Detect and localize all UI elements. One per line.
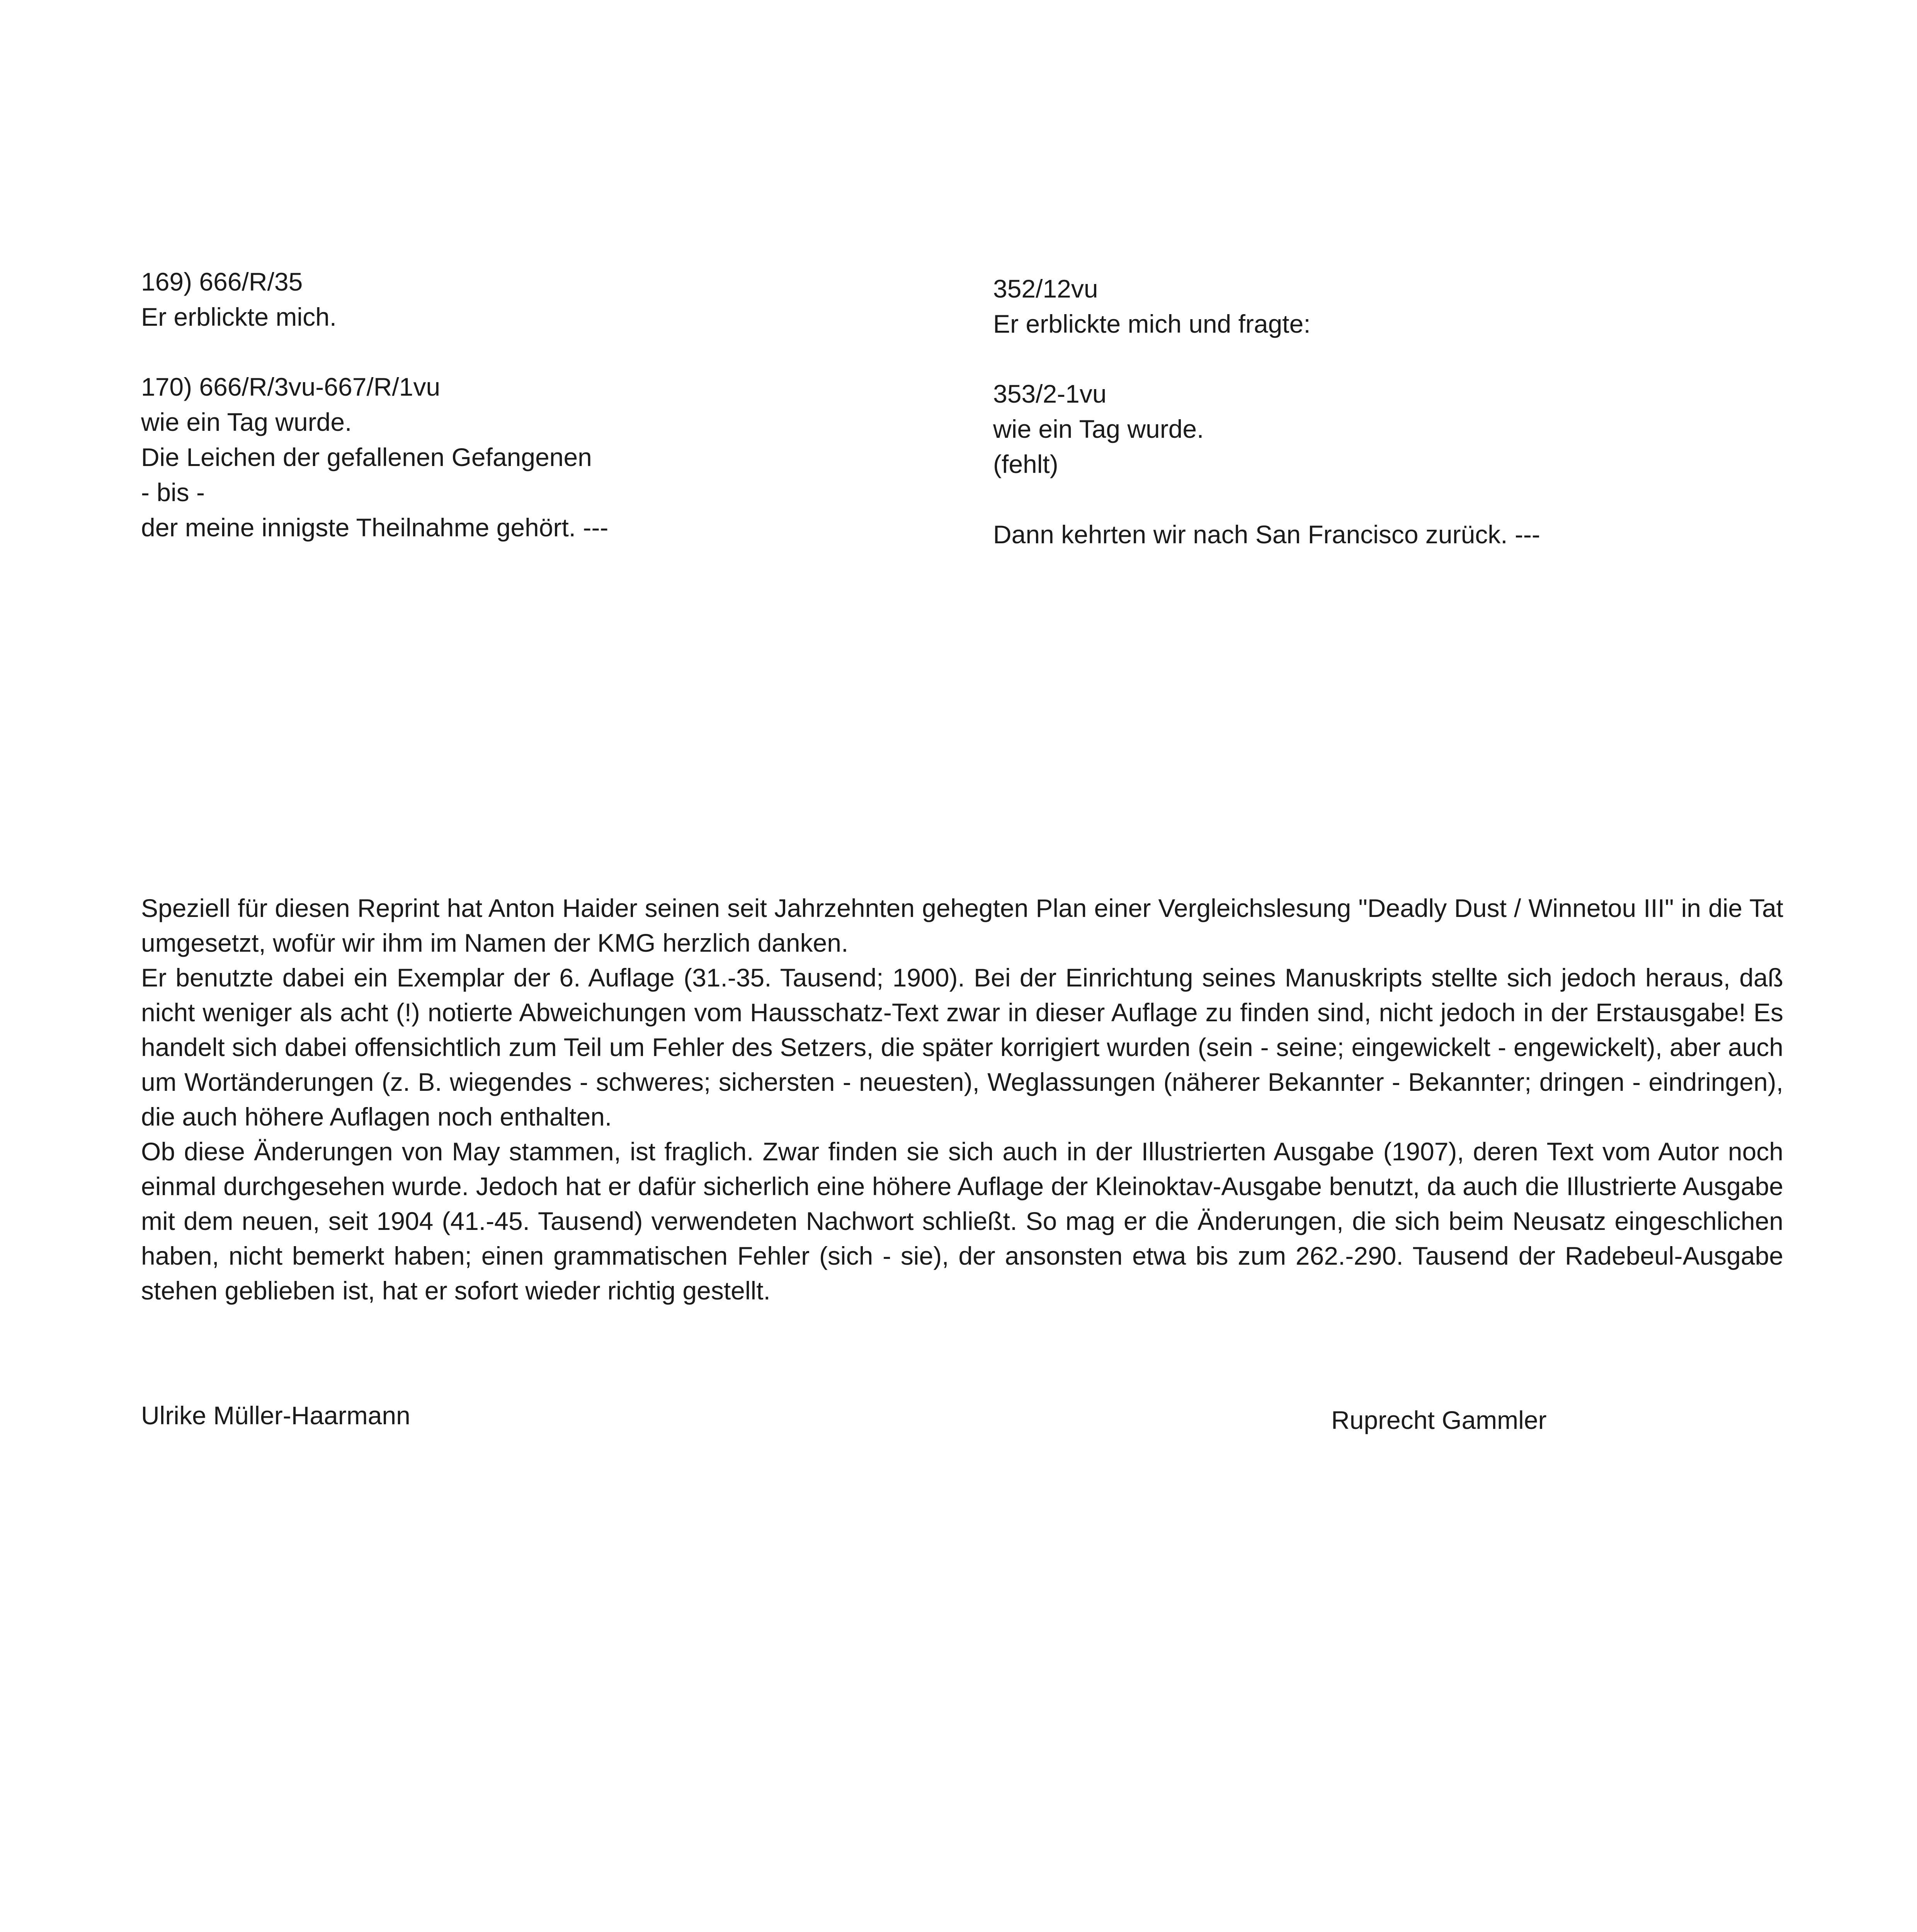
entry-text: - bis - (141, 478, 205, 507)
right-entry-353 (993, 376, 1766, 552)
right-column (993, 271, 1766, 552)
entry-text: der meine innigste Theilnahme gehört. --- (141, 513, 609, 542)
left-column (141, 264, 914, 545)
body-text (141, 891, 1783, 1308)
entry-text: wie ein Tag wurde. (141, 408, 352, 436)
entry-text: (fehlt) (993, 450, 1058, 478)
entry-text: Die Leichen der gefallenen Gefangenen (141, 443, 592, 471)
entry-ref: 353/2-1vu (993, 379, 1107, 408)
signature-left: Ulrike Müller-Haarmann (141, 1401, 410, 1430)
entry-text: Dann kehrten wir nach San Francisco zurück. --- (993, 520, 1540, 549)
left-entry-170 (141, 369, 914, 545)
entry-blank-line (993, 482, 1766, 517)
entry-ref: 352/12vu (993, 274, 1098, 303)
signature-right: Ruprecht Gammler (1331, 1406, 1547, 1434)
entry-ref: 169) 666/R/35 (141, 267, 303, 296)
body-paragraph: Er benutzte dabei ein Exemplar der 6. Auflage (31.-35. Tausend; 1900). Bei der Einrichtung seines Manuskripts stellte sich jedoch heraus, daß nicht weniger als acht (!) notierte Abweichungen vom Hausschatz-Text zwar in dieser Auflage zu finden sind, nicht jedoch in der Erstausgabe! Es handelt sich dabei offensichtlich zum Teil um Fehler des Setzers, die später korrigiert wurden (sein - seine; eingewickelt - engewickelt), aber auch um Wortänderungen (z. B. wiegendes - schweres; sichersten - neuesten), Weglassungen (näherer Bekannter - Bekannter; dringen - eindringen), die auch höhere Auflagen noch enthalten. (141, 963, 1783, 1131)
right-entry-352 (993, 271, 1766, 342)
entry-ref: 170) 666/R/3vu-667/R/1vu (141, 372, 441, 401)
entry-text: Er erblickte mich und fragte: (993, 310, 1311, 338)
body-paragraph: Ob diese Änderungen von May stammen, ist fraglich. Zwar finden sie sich auch in der Illustrierten Ausgabe (1907), deren Text vom Autor noch einmal durchgesehen wurde. Jedoch hat er dafür sicherlich eine höhere Auflage der Kleinoktav-Ausgabe benutzt, da auch die Illustrierte Ausgabe mit dem neuen, seit 1904 (41.-45. Tausend) verwendeten Nachwort schließt. So mag er die Änderungen, die sich beim Neusatz eingeschlichen haben, nicht bemerkt haben; einen grammatischen Fehler (sich - sie), der ansonsten etwa bis zum 262.-290. Tausend der Radebeul-Ausgabe stehen geblieben ist, hat er sofort wieder richtig gestellt. (141, 1137, 1783, 1305)
left-entry-169 (141, 264, 914, 335)
body-paragraph: Speziell für diesen Reprint hat Anton Haider seinen seit Jahrzehnten gehegten Plan einer Vergleichslesung "Deadly Dust / Winnetou III" in die Tat umgesetzt, wofür wir ihm im Namen der KMG herzlich danken. (141, 894, 1783, 957)
entry-text: wie ein Tag wurde. (993, 415, 1204, 443)
entry-text: Er erblickte mich. (141, 303, 337, 331)
